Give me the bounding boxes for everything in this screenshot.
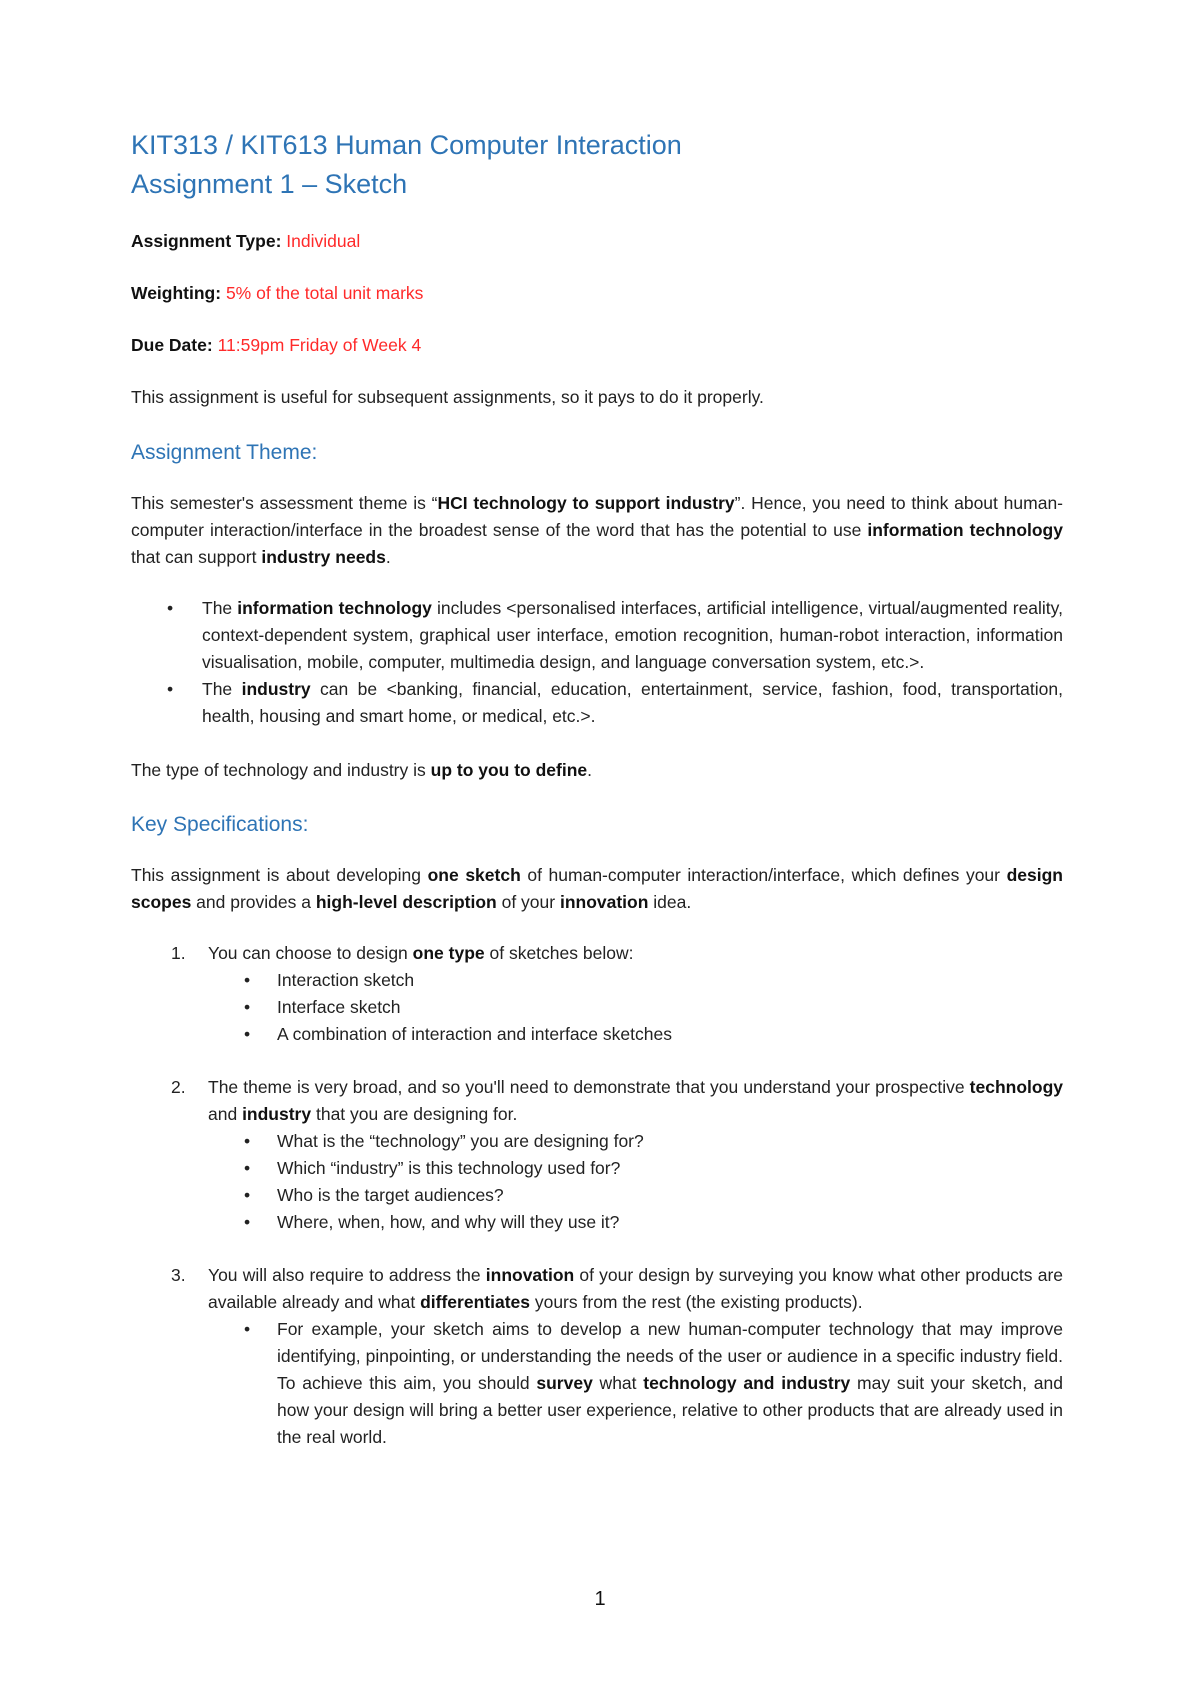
bullet-icon: • bbox=[244, 1212, 251, 1232]
text-run-bold: design scopes bbox=[131, 865, 1063, 912]
text-run: of your design by surveying you know what other products are available already and what bbox=[208, 1265, 1063, 1312]
item-number: 2. bbox=[171, 1077, 186, 1097]
text-run: This assignment is about developing bbox=[131, 865, 428, 885]
text-run: The bbox=[202, 598, 238, 618]
numbered-item-2 bbox=[131, 1074, 1063, 1236]
text-run: of human-computer interaction/interface, which defines your bbox=[520, 865, 1007, 885]
bullet-icon: • bbox=[167, 679, 174, 699]
text-run-bold: innovation bbox=[559, 892, 649, 912]
item-number: 1. bbox=[171, 943, 186, 963]
text-run: and provides a bbox=[191, 892, 316, 912]
theme-bullet-list bbox=[131, 595, 1063, 730]
sub-list bbox=[208, 1316, 1063, 1451]
text-run: This semester's assessment theme is “ bbox=[131, 493, 438, 513]
text-run: may suit your sketch, and how your design will bring a better user experience, relative to other products that are already used in the real world. bbox=[277, 1373, 1063, 1447]
type-paragraph bbox=[131, 757, 1063, 784]
numbered-item-3 bbox=[131, 1262, 1063, 1451]
text-run: Which “industry” is this technology used for? bbox=[277, 1158, 621, 1178]
theme-paragraph bbox=[131, 490, 1063, 571]
item-number: 3. bbox=[171, 1265, 186, 1285]
text-run: ”. Hence, you need to think about human-computer interaction/interface in the broadest sense of the word that has the potential to use bbox=[131, 493, 1064, 540]
text-run: Where, when, how, and why will they use it? bbox=[277, 1212, 620, 1232]
text-run-bold: technology and industry bbox=[643, 1373, 851, 1393]
text-run: The theme is very broad, and so you'll need to demonstrate that you understand your prospective bbox=[208, 1077, 970, 1097]
specifications-paragraph bbox=[131, 862, 1063, 916]
assignment-type-value: Individual bbox=[286, 231, 361, 251]
text-run: You will also require to address the bbox=[208, 1265, 486, 1285]
text-run-bold: survey bbox=[536, 1373, 593, 1393]
numbered-item-1 bbox=[131, 940, 1063, 1048]
due-date bbox=[131, 332, 1063, 359]
text-run-bold: high-level description bbox=[315, 892, 497, 912]
text-run-bold: information technology bbox=[237, 598, 432, 618]
text-run: and bbox=[208, 1104, 243, 1124]
list-item bbox=[131, 676, 1063, 730]
list-item bbox=[208, 1155, 1063, 1182]
theme-heading: Assignment Theme: bbox=[131, 441, 318, 464]
text-run: includes <personalised interfaces, artificial intelligence, virtual/augmented reality, context-dependent system, graphical user interface, emotion recognition, human-robot interaction, information visualisation, mobile, computer, multimedia design, and language conversation system, etc.>. bbox=[202, 598, 1063, 672]
intro-paragraph: This assignment is useful for subsequent assignments, so it pays to do it properly. bbox=[131, 387, 764, 407]
sub-list bbox=[208, 1128, 1063, 1236]
bullet-icon: • bbox=[244, 1158, 251, 1178]
list-item bbox=[208, 967, 1063, 994]
list-item bbox=[208, 1316, 1063, 1451]
document-title bbox=[131, 126, 1063, 204]
text-run: idea. bbox=[648, 892, 692, 912]
text-run-bold: innovation bbox=[485, 1265, 575, 1285]
list-item bbox=[208, 1021, 1063, 1048]
text-run: can be <banking, financial, education, entertainment, service, fashion, food, transportation, health, housing and smart home, or medical, etc.>. bbox=[202, 679, 1063, 726]
text-run: what bbox=[592, 1373, 644, 1393]
text-run-bold: information technology bbox=[867, 520, 1063, 540]
due-date-value: 11:59pm Friday of Week 4 bbox=[217, 335, 422, 355]
bullet-icon: • bbox=[244, 997, 251, 1017]
text-run: What is the “technology” you are designing for? bbox=[277, 1131, 644, 1151]
text-run-bold: up to you to define bbox=[430, 760, 588, 780]
text-run-bold: HCI technology to support industry bbox=[437, 493, 735, 513]
text-run-bold: technology bbox=[969, 1077, 1063, 1097]
specifications-numbered-list bbox=[131, 940, 1063, 1451]
text-run-bold: one type bbox=[412, 943, 485, 963]
list-item bbox=[208, 1209, 1063, 1236]
text-run-bold: industry bbox=[241, 679, 311, 699]
text-run: . bbox=[385, 547, 391, 567]
text-run: The bbox=[202, 679, 242, 699]
text-run: yours from the rest (the existing products). bbox=[529, 1292, 863, 1312]
page-content bbox=[131, 126, 1063, 1451]
weighting bbox=[131, 280, 1063, 307]
assignment-type-label: Assignment Type: bbox=[131, 231, 282, 251]
due-date-label: Due Date: bbox=[131, 335, 213, 355]
bullet-icon: • bbox=[244, 1319, 251, 1339]
text-run: . bbox=[587, 760, 593, 780]
list-item bbox=[208, 1182, 1063, 1209]
text-run: Who is the target audiences? bbox=[277, 1185, 504, 1205]
text-run: The type of technology and industry is bbox=[131, 760, 431, 780]
list-item bbox=[131, 595, 1063, 676]
text-run-bold: industry bbox=[242, 1104, 312, 1124]
text-run-bold: industry needs bbox=[261, 547, 386, 567]
text-run: A combination of interaction and interface sketches bbox=[277, 1024, 672, 1044]
list-item bbox=[208, 994, 1063, 1021]
specifications-heading: Key Specifications: bbox=[131, 813, 309, 836]
text-run-bold: one sketch bbox=[427, 865, 521, 885]
page-number: 1 bbox=[594, 1588, 606, 1610]
text-run: For example, your sketch aims to develop a new human-computer technology that may improve identifying, pinpointing, or understanding the needs of the user or audience in a specific industry field. To achieve this aim, you should bbox=[277, 1319, 1063, 1393]
bullet-icon: • bbox=[244, 970, 251, 990]
assignment-type bbox=[131, 228, 1063, 255]
weighting-value: 5% of the total unit marks bbox=[225, 283, 424, 303]
title-line-1: KIT313 / KIT613 Human Computer Interaction bbox=[131, 130, 682, 160]
text-run: You can choose to design bbox=[208, 943, 413, 963]
text-run: that you are designing for. bbox=[311, 1104, 518, 1124]
text-run-bold: differentiates bbox=[420, 1292, 530, 1312]
weighting-label: Weighting: bbox=[131, 283, 222, 303]
title-line-2: Assignment 1 – Sketch bbox=[131, 169, 408, 199]
bullet-icon: • bbox=[167, 598, 174, 618]
text-run: that can support bbox=[131, 547, 262, 567]
sub-list bbox=[208, 967, 1063, 1048]
bullet-icon: • bbox=[244, 1185, 251, 1205]
text-run: Interface sketch bbox=[277, 997, 401, 1017]
text-run: of your bbox=[496, 892, 560, 912]
text-run: Interaction sketch bbox=[277, 970, 415, 990]
bullet-icon: • bbox=[244, 1024, 251, 1044]
bullet-icon: • bbox=[244, 1131, 251, 1151]
text-run: of sketches below: bbox=[484, 943, 634, 963]
list-item bbox=[208, 1128, 1063, 1155]
